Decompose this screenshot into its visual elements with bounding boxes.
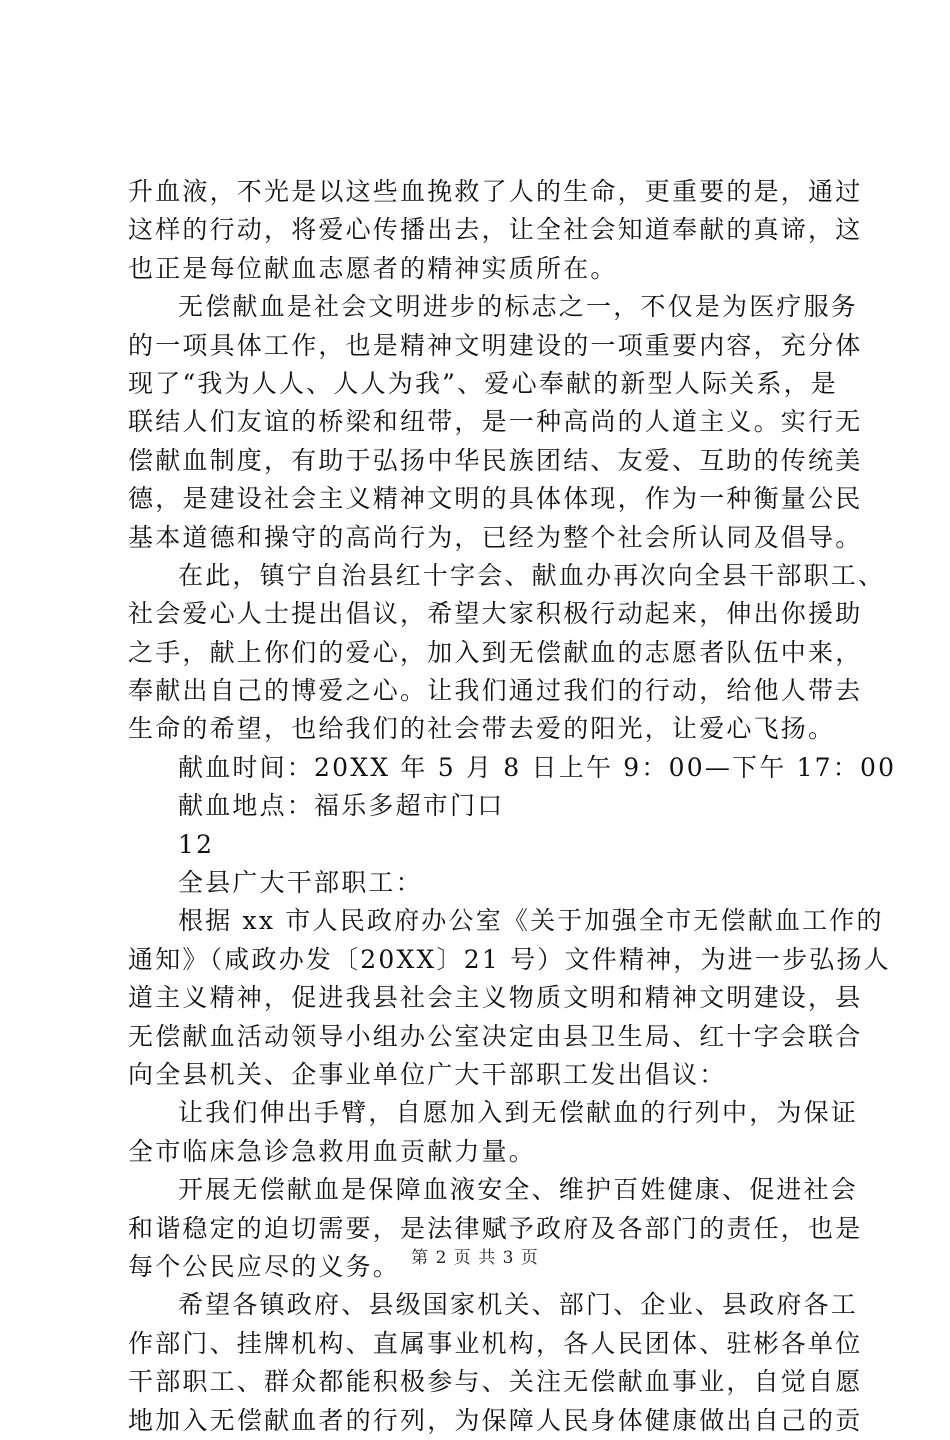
page-footer: 第 2 页 共 3 页 — [411, 1248, 539, 1268]
document-line: 的一项具体工作，也是精神文明建设的一项重要内容，充分体 — [128, 330, 863, 360]
document-line: 12 — [178, 829, 215, 859]
document-line: 每个公民应尽的义务。 — [128, 1251, 401, 1281]
document-line: 道主义精神，促进我县社会主义物质文明和精神文明建设，县 — [128, 983, 863, 1013]
document-line: 联结人们友谊的桥梁和纽带，是一种高尚的人道主义。实行无 — [128, 407, 863, 437]
document-line: 干部职工、群众都能积极参与、关注无偿献血事业，自觉自愿 — [128, 1367, 863, 1397]
document-line: 通知》（咸政办发〔20XX〕21 号）文件精神，为进一步弘扬人 — [128, 944, 891, 974]
document-line: 在此，镇宁自治县红十字会、献血办再次向全县干部职工、 — [178, 560, 886, 590]
document-line: 也正是每位献血志愿者的精神实质所在。 — [128, 253, 618, 283]
document-line: 无偿献血活动领导小组办公室决定由县卫生局、红十字会联合 — [128, 1021, 863, 1051]
document-line: 地加入无偿献血者的行列，为保障人民身体健康做出自己的贡 — [128, 1405, 863, 1435]
document-line: 和谐稳定的迫切需要，是法律赋予政府及各部门的责任，也是 — [128, 1213, 863, 1243]
document-line: 根据 xx 市人民政府办公室《关于加强全市无偿献血工作的 — [178, 906, 884, 936]
document-line: 全县广大干部职工： — [178, 868, 423, 898]
document-line: 之手，献上你们的爱心，加入到无偿献血的志愿者队伍中来， — [128, 637, 863, 667]
document-line: 希望各镇政府、县级国家机关、部门、企业、县政府各工 — [178, 1290, 859, 1320]
document-line: 向全县机关、企事业单位广大干部职工发出倡议： — [128, 1059, 727, 1089]
document-line: 献血时间：20XX 年 5 月 8 日上午 9：00—下午 17：00 — [178, 752, 897, 782]
document-line: 社会爱心人士提出倡议，希望大家积极行动起来，伸出你援助 — [128, 599, 863, 629]
document-line: 开展无偿献血是保障血液安全、维护百姓健康、促进社会 — [178, 1175, 859, 1205]
document-line: 现了“我为人人、人人为我”、爱心奉献的新型人际关系，是 — [128, 368, 838, 398]
document-line: 生命的希望，也给我们的社会带去爱的阳光，让爱心飞扬。 — [128, 714, 836, 744]
document-line: 全市临床急诊急救用血贡献力量。 — [128, 1136, 537, 1166]
document-line: 无偿献血是社会文明进步的标志之一，不仅是为医疗服务 — [178, 292, 859, 322]
document-line: 让我们伸出手臂，自愿加入到无偿献血的行列中，为保证 — [178, 1098, 859, 1128]
document-line: 升血液，不光是以这些血挽救了人的生命，更重要的是，通过 — [128, 177, 863, 206]
document-line: 这样的行动，将爱心传播出去，让全社会知道奉献的真谛，这 — [128, 215, 863, 245]
document-line: 德，是建设社会主义精神文明的具体体现，作为一种衡量公民 — [128, 484, 863, 514]
document-line: 奉献出自己的博爱之心。让我们通过我们的行动，给他人带去 — [128, 676, 863, 706]
document-line: 献血地点：福乐多超市门口 — [178, 791, 505, 821]
document-line: 基本道德和操守的高尚行为，已经为整个社会所认同及倡导。 — [128, 522, 863, 552]
document-line: 偿献血制度，有助于弘扬中华民族团结、友爱、互助的传统美 — [128, 445, 863, 475]
document-line: 作部门、挂牌机构、直属事业机构，各人民团体、驻彬各单位 — [128, 1328, 863, 1358]
